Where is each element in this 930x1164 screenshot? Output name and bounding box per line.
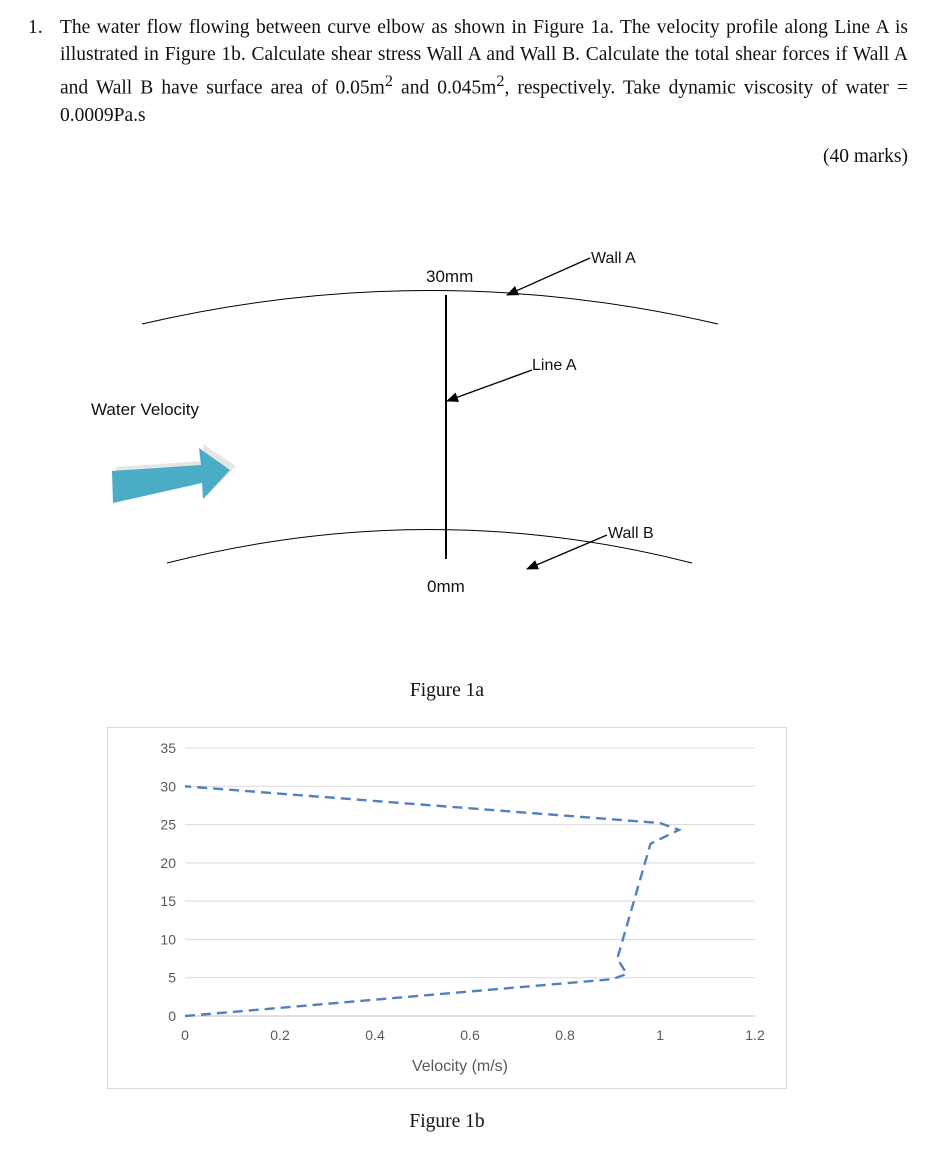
x-tick-label: 1.2 xyxy=(745,1027,765,1043)
label-wall-a: Wall A xyxy=(591,250,636,267)
question-block xyxy=(28,14,908,129)
figure-1a xyxy=(0,200,930,620)
label-0mm: 0mm xyxy=(427,577,465,596)
y-tick-label: 25 xyxy=(160,816,176,833)
x-tick-label: 1 xyxy=(656,1027,664,1043)
question-text-part2: and 0.045m xyxy=(392,77,497,99)
figure-1a-caption: Figure 1a xyxy=(409,680,485,701)
y-tick-label: 5 xyxy=(168,969,176,986)
wall-a-curve xyxy=(142,291,718,325)
wall-a-pointer-arrow xyxy=(507,258,590,295)
water-velocity-arrow-icon xyxy=(112,444,236,503)
question-text xyxy=(60,14,908,129)
x-tick-label: 0.4 xyxy=(365,1027,385,1043)
y-tick-label: 10 xyxy=(160,931,176,948)
x-axis-label: Velocity (m/s) xyxy=(411,1058,509,1075)
marks-label: (40 marks) xyxy=(822,146,908,167)
x-tick-label: 0.2 xyxy=(270,1027,290,1043)
figure-1b-caption: Figure 1b xyxy=(409,1111,485,1132)
question-text-part3: , respectively. Take dynamic viscosity of water = 0.0009Pa.s xyxy=(60,77,908,126)
x-tick-label: 0.6 xyxy=(460,1027,480,1043)
label-wall-b: Wall B xyxy=(608,525,654,542)
y-tick-label: 35 xyxy=(160,740,176,756)
superscript-1: 2 xyxy=(384,72,393,90)
figure-1b-chart-frame xyxy=(107,727,787,1089)
superscript-2: 2 xyxy=(496,72,505,90)
y-tick-label: 30 xyxy=(160,778,176,795)
y-tick-label: 15 xyxy=(160,893,176,910)
y-tick-label: 20 xyxy=(160,854,176,871)
label-30mm: 30mm xyxy=(426,267,474,286)
question-text-part1: The water flow flowing between curve elbow as shown in Figure 1a. The velocity profile along Line A is illustrated in Figure 1b. Calculate shear stress Wall A and Wall B. Calculate the total shear forces if Wall A and Wall B have surface area of 0.05m xyxy=(60,17,908,99)
label-line-a: Line A xyxy=(532,357,577,374)
y-tick-label: 0 xyxy=(168,1008,176,1024)
x-tick-label: 0.8 xyxy=(555,1027,575,1043)
x-tick-label: 0 xyxy=(181,1027,189,1043)
label-water-velocity: Water Velocity xyxy=(91,400,200,419)
line-a-pointer-arrow xyxy=(447,370,532,401)
wall-b-pointer-arrow xyxy=(527,535,607,569)
question-number: 1. xyxy=(28,17,43,38)
